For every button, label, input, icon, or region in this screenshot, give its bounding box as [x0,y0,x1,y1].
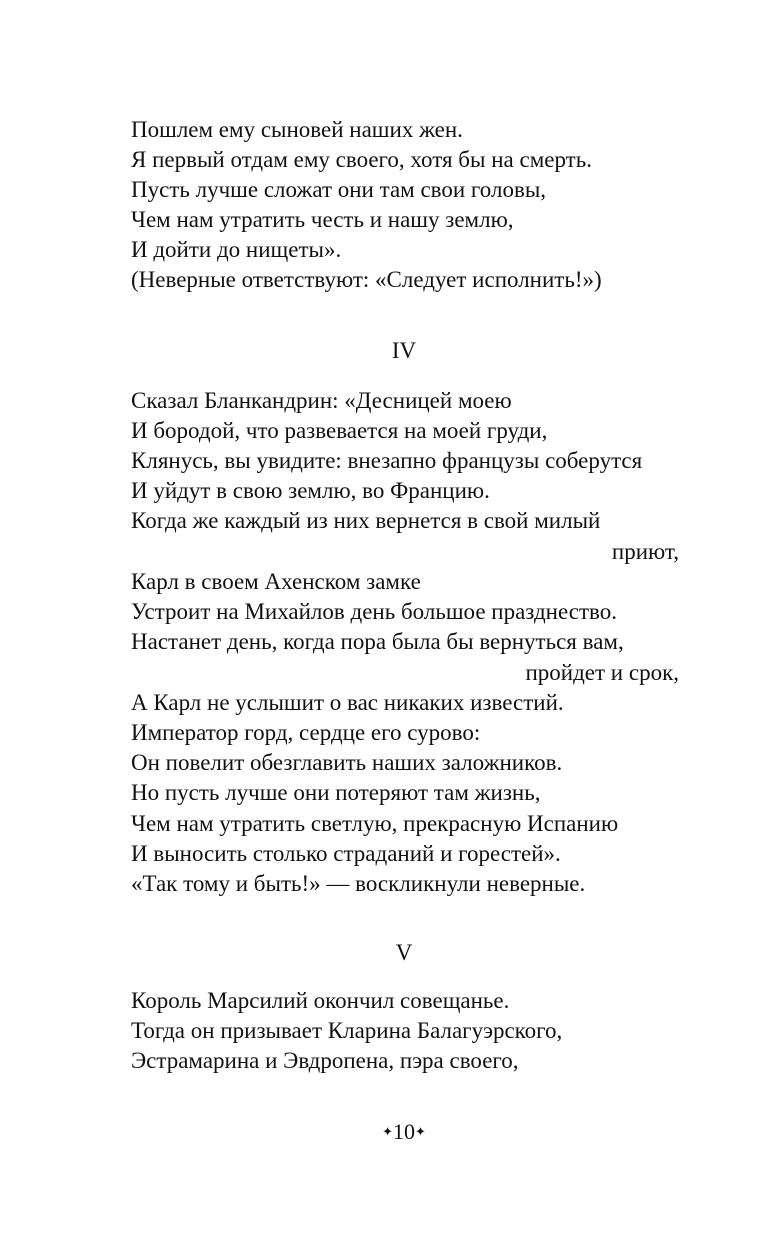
verse-line: Король Марсилий окончил совещанье. [131,988,510,1013]
verse-line: «Так тому и быть!» — воскликнули неверные. [131,871,586,896]
verse-line: И выносить столько страданий и горестей». [131,841,561,866]
ornament-right-icon: ✦ [415,1124,426,1139]
verse-line: Я первый отдам ему своего, хотя бы на смерть. [131,147,592,172]
verse-line: Эстрамарина и Эвдропена, пэра своего, [131,1048,519,1073]
verse-line: И уйдут в свою землю, во Францию. [131,478,490,503]
verse-line: Устроит на Михайлов день большое празднество. [131,599,617,624]
verse-line: Пусть лучше сложат они там свои головы, [131,177,547,202]
verse-line: И бородой, что развевается на моей груди, [131,418,548,443]
verse-line: Чем нам утратить светлую, прекрасную Испанию [131,811,619,836]
section-heading-v: V [395,940,413,965]
verse-line-continuation: пройдет и срок, [525,660,679,685]
verse-line: Карл в своем Ахенском замке [131,569,421,594]
verse-line: (Неверные ответствуют: «Следует исполнить!») [131,267,602,292]
section-heading-iv: IV [391,338,417,363]
verse-line: Император горд, сердце его сурово: [131,720,481,745]
verse-line: Чем нам утратить честь и нашу землю, [131,207,514,232]
verse-line: А Карл не услышит о вас никаких известий. [131,690,564,715]
verse-line: И дойти до нищеты». [131,237,342,262]
verse-line: Настанет день, когда пора была бы вернуться вам, [131,629,624,654]
verse-line: Пошлем ему сыновей наших жен. [131,117,463,142]
verse-line: Тогда он призывает Кларина Балагуэрского, [131,1018,563,1043]
verse-line: Клянусь, вы увидите: внезапно французы соберутся [131,448,643,473]
page-number [0,1117,768,1147]
verse-line: Он повелит обезглавить наших заложников. [131,750,563,775]
verse-line-continuation: приют, [611,539,679,564]
ornament-left-icon: ✦ [382,1124,393,1139]
verse-line: Но пусть лучше они потеряют там жизнь, [131,780,541,805]
page-number-value: 10 [393,1119,415,1144]
verse-line: Когда же каждый из них вернется в свой милый [131,508,601,533]
verse-line: Сказал Бланкандрин: «Десницей моею [131,388,512,413]
